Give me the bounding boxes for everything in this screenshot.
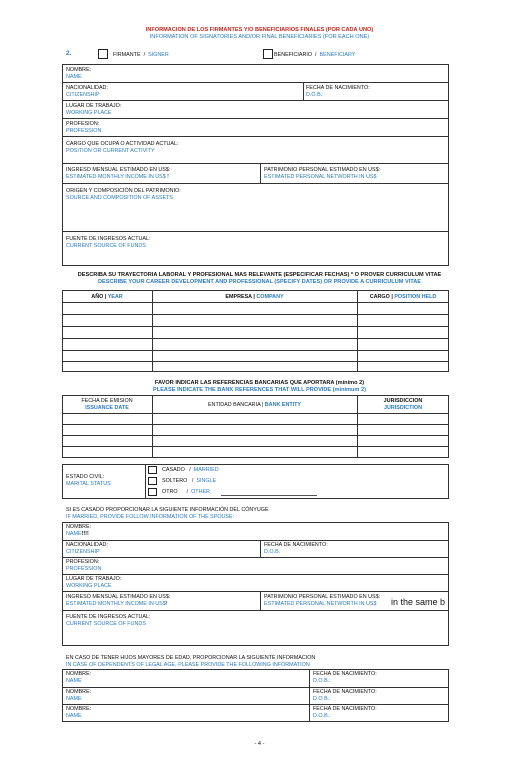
dependent-name-field[interactable]: NOMBRE: NAME <box>66 706 92 719</box>
col-header-company: EMPRESA | COMPANY <box>225 294 284 300</box>
col-header-position: CARGO | POSITION HELD <box>369 294 437 300</box>
divider <box>62 610 449 611</box>
divider <box>62 100 449 101</box>
divider <box>62 136 449 137</box>
signer-label: FIRMANTE / SIGNER <box>113 52 169 58</box>
marital-label: ESTADO CIVIL: MARITAL STATUS <box>66 474 111 487</box>
dependents-intro: EN CASO DE TENER HIJOS MAYORES DE EDAD, PROPORCIONAR LA SIGUIENTE INFORMACION IN CASE OF DEPENDENTS OF LEGAL AGE, PLEASE PROVIDE THE FOLLOWING INFORMATION <box>66 655 316 668</box>
divider <box>62 446 449 447</box>
form-title-en: INFORMATION OF SIGNATORIES AND/OR FINAL BENEFICIARIES (FOR EACH ONE) <box>149 34 370 40</box>
dob-field[interactable]: FECHA DE NACIMIENTO: D.O.B.: <box>306 85 370 98</box>
divider <box>260 163 261 183</box>
form-title-es: INFORMACION DE LOS FIRMANTES Y/O BENEFICIARIOS FINALES (POR CADA UNO) <box>145 27 374 33</box>
divider <box>62 183 449 184</box>
spouse-income-field[interactable]: INGRESO MENSUAL ESTIMADO EN US$: ESTIMATED MONTHLY INCOME IN US$! <box>66 594 171 607</box>
divider <box>62 424 449 425</box>
divider <box>260 540 261 557</box>
spouse-networth-value[interactable]: in the same b <box>391 597 446 607</box>
col-header-issuance-date: FECHA DE EMISION ISSUANCE DATE <box>81 398 133 411</box>
name-field[interactable]: NOMBRE: NAME <box>66 67 92 80</box>
divider <box>62 231 449 232</box>
single-checkbox[interactable] <box>148 477 157 485</box>
dependent-dob-field[interactable]: FECHA DE NACIMIENTO: D.O.B.: <box>313 689 377 702</box>
page-number: - 4 - <box>254 741 265 747</box>
dependent-dob-field[interactable]: FECHA DE NACIMIENTO: D.O.B.: <box>313 671 377 684</box>
beneficiary-label: BENEFICIARIO / BENEFICIARY <box>274 52 356 58</box>
workplace-field[interactable]: LUGAR DE TRABAJO: WORKING PLACE <box>66 103 122 116</box>
single-label: SOLTERO / SINGLE <box>162 478 217 484</box>
career-title: DESCRIBA SU TRAYECTORIA LABORAL Y PROFESIONAL MAS RELEVANTE (ESPECIFICAR FECHAS) * O PROVER CURRICULUM VITAE DESCRIBE YOUR CAREER DEVELOPMENT AND PROFESSIONAL (SPECIFY DATES) OR PROVIDE A CURRICULUM VITAE <box>77 272 442 285</box>
spouse-profession-field[interactable]: PROFESION: PROFESSION <box>66 559 102 572</box>
beneficiary-checkbox[interactable] <box>263 49 273 59</box>
divider <box>62 338 449 339</box>
divider <box>62 591 449 592</box>
section-number: 2. <box>66 50 72 57</box>
dependents-table <box>62 669 449 722</box>
spouse-networth-field[interactable]: PATRIMONIO PERSONAL ESTIMADO EN US$: ESTIMATED PERSONAL NETWORTH IN US$ <box>264 594 381 607</box>
divider <box>303 82 304 100</box>
col-header-jurisdiction: JURISDICCION JURISDICTION <box>383 398 423 411</box>
divider <box>62 163 449 164</box>
divider <box>260 591 261 610</box>
divider <box>62 302 449 303</box>
other-label: OTRO / OTHER <box>162 489 210 495</box>
divider <box>62 687 449 688</box>
divider <box>62 82 449 83</box>
divider <box>145 464 146 499</box>
divider <box>62 557 449 558</box>
other-input[interactable] <box>221 495 317 496</box>
married-label: CASADO / MARRIED <box>162 467 219 473</box>
funds-source-field[interactable]: FUENTE DE INGRESOS ACTUAL: CURRENT SOURCE OF FUNDS <box>66 236 151 249</box>
spouse-funds-field[interactable]: FUENTE DE INGRESOS ACTUAL: CURRENT SOURCE OF FUNDS <box>66 614 151 627</box>
divider <box>62 326 449 327</box>
spouse-dob-field[interactable]: FECHA DE NACIMIENTO: D.O.B. <box>264 542 328 555</box>
divider <box>62 413 449 414</box>
assets-source-field[interactable]: ORIGEN Y COMPOSICIÓN DEL PATRIMONIO: SOURCE AND COMPOSITION OF ASSETS <box>66 188 181 201</box>
divider <box>62 704 449 705</box>
dependent-name-field[interactable]: NOMBRE: NAME <box>66 689 92 702</box>
nationality-field[interactable]: NACIONALIDAD: CITIZENSHIP <box>66 85 108 98</box>
income-field[interactable]: INGRESO MENSUAL ESTIMADO EN US$: ESTIMATED MONTHLY INCOME IN US$ ! <box>66 167 171 180</box>
marital-box <box>62 464 449 499</box>
col-header-year: AÑO | YEAR <box>91 294 123 300</box>
bank-title: FAVOR INDICAR LAS REFERENCIAS BANCARIAS QUE APORTARA (mínimo 2) PLEASE INDICATE THE BANK REFERENCES THAT WILL PROVIDE (minimum 2) <box>153 380 366 393</box>
col-header-bank-entity: ENTIDAD BANCARIA | BANK ENTITY <box>207 402 302 408</box>
spouse-workplace-field[interactable]: LUGAR DE TRABAJO: WORKING PLACE <box>66 576 122 589</box>
dependent-dob-field[interactable]: FECHA DE NACIMIENTO: D.O.B.: <box>313 706 377 719</box>
divider <box>309 669 310 722</box>
divider <box>62 314 449 315</box>
divider <box>62 361 449 362</box>
spouse-intro: SI ES CASADO PROPORCIONAR LA SIGUIENTE INFORMACIÓN DEL CÓNYUGE IF MARRIED, PROVIDE FOLLOW INFORMATION OF THE SPOUSE: <box>66 507 269 520</box>
divider <box>62 350 449 351</box>
married-checkbox[interactable] <box>148 466 157 474</box>
spouse-name-field[interactable]: NOMBRE: NAME!!!! <box>66 524 92 537</box>
divider <box>62 435 449 436</box>
divider <box>62 540 449 541</box>
profession-field[interactable]: PROFESION: PROFESSION <box>66 121 102 134</box>
signer-checkbox[interactable] <box>98 49 108 59</box>
divider <box>62 118 449 119</box>
networth-field[interactable]: PATRIMONIO PERSONAL ESTIMADO EN US$: ESTIMATED PERSONAL NETWORTH IN US$ <box>264 167 381 180</box>
other-checkbox[interactable] <box>148 488 157 496</box>
position-field[interactable]: CARGO QUE OCUPA O ACTIVIDAD ACTUAL: POSITION OR CURRENT ACTIVITY <box>66 141 179 154</box>
spouse-nationality-field[interactable]: NACIONALIDAD: CITIZENSHIP <box>66 542 108 555</box>
dependent-name-field[interactable]: NOMBRE: NAME <box>66 671 92 684</box>
form-title <box>0 27 519 41</box>
divider <box>62 574 449 575</box>
